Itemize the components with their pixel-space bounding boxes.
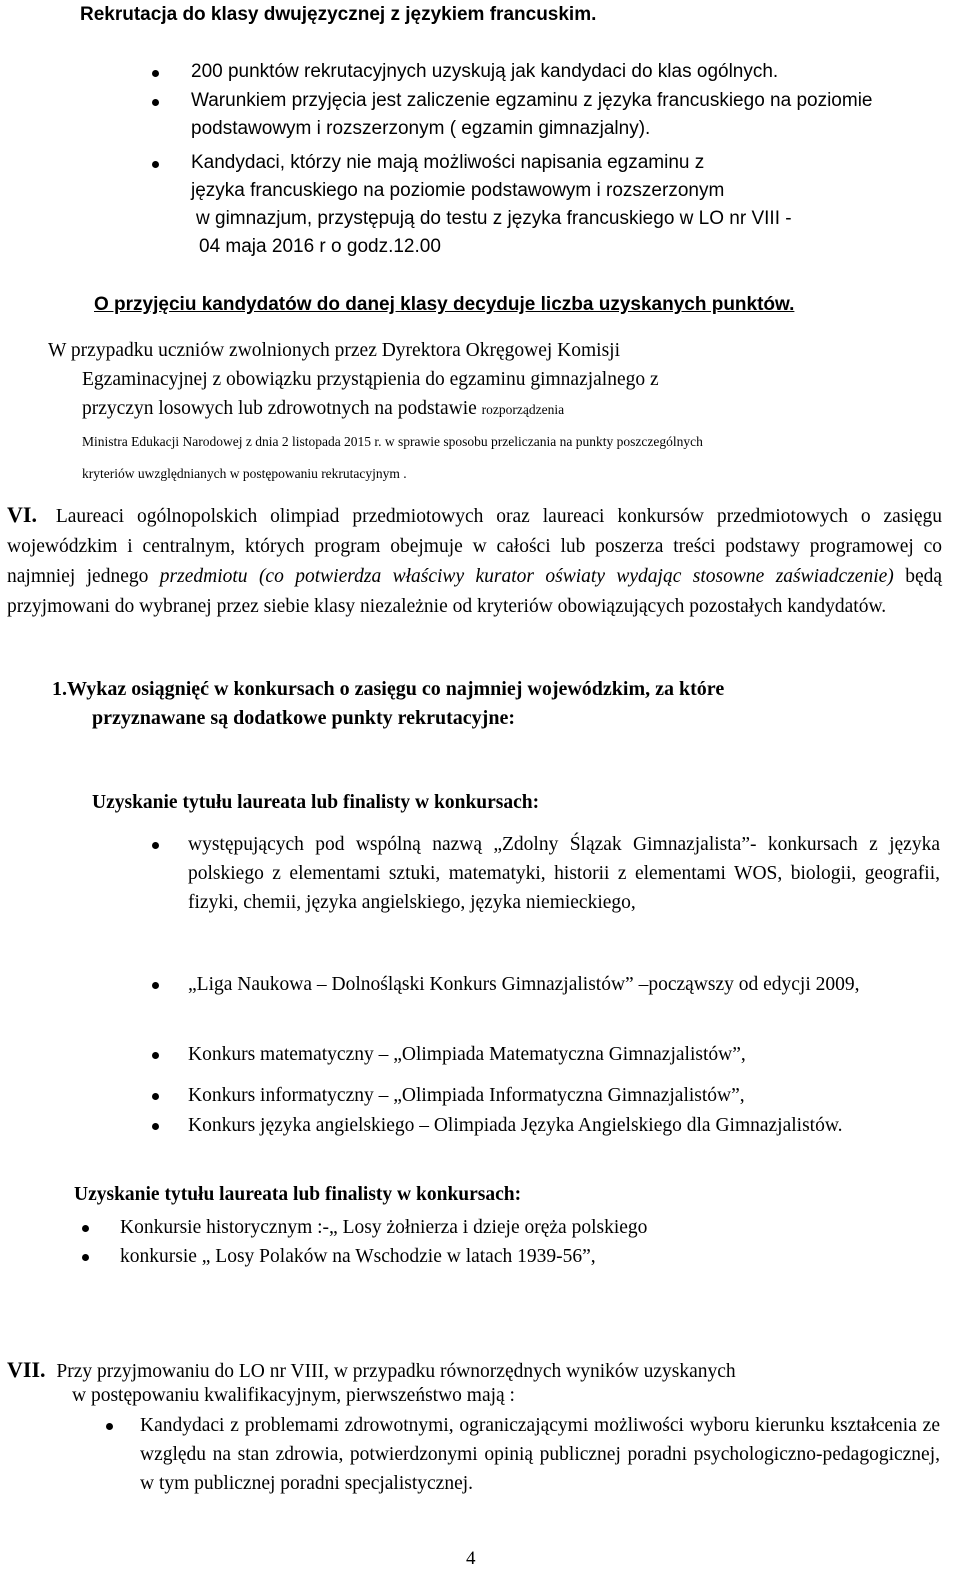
exempt-line-5: kryteriów uwzględnianych w postępowaniu rekrutacyjnym . <box>82 466 407 481</box>
contest-2-1: Konkursie historycznym :-„ Losy żołnierza i dzieje oręża polskiego <box>120 1217 648 1238</box>
bullet-icon <box>152 161 159 168</box>
contest-2-2: konkursie „ Losy Polaków na Wschodzie w latach 1939-56”, <box>120 1246 596 1267</box>
contest-1-5: Konkurs języka angielskiego – Olimpiada Języka Angielskiego dla Gimnazjalistów. <box>188 1115 843 1136</box>
exempt-line-3 <box>82 398 564 420</box>
achievements-line2: przyznawane są dodatkowe punkty rekrutacyjne: <box>92 707 515 729</box>
exempt-line-3-small: rozporządzenia <box>481 402 565 417</box>
bullet-icon <box>152 1123 159 1130</box>
french-item-3-line1: Kandydaci, którzy nie mają możliwości napisania egzaminu z <box>191 152 705 173</box>
contest-1-3: Konkurs matematyczny – „Olimpiada Matematyczna Gimnazjalistów”, <box>188 1044 746 1065</box>
achievements-line1: Wykaz osiągnięć w konkursach o zasięgu co najmniej wojewódzkim, za które <box>67 678 725 700</box>
exempt-line-4: Ministra Edukacji Narodowej z dnia 2 listopada 2015 r. w sprawie sposobu przeliczania na punkty poszczególnych <box>82 434 703 449</box>
section-vi-text-2: będą przyjmowani do wybranej przez siebie klasy niezależnie od kryteriów obowiązujących pozostałych kandydatów. <box>7 566 942 617</box>
section-vii-item: Kandydaci z problemami zdrowotnymi, ograniczającymi możliwości wyboru kierunku kształcenia ze względu na stan zdrowia, potwierdzonymi opinią publicznej poradni psychologiczno-pedagogicznej, w tym publicznej poradni specjalistycznej. <box>140 1415 940 1494</box>
section-vi <box>7 500 942 622</box>
section-vii-line1 <box>7 1357 736 1383</box>
french-item-1: 200 punktów rekrutacyjnych uzyskują jak kandydaci do klas ogólnych. <box>191 61 779 82</box>
contest-1-4: Konkurs informatyczny – „Olimpiada Informatyczna Gimnazjalistów”, <box>188 1085 745 1106</box>
page-number: 4 <box>466 1548 476 1569</box>
bullet-icon <box>82 1254 89 1261</box>
section-vii-text-1: Przy przyjmowaniu do LO nr VIII, w przypadku równorzędnych wyników uzyskanych <box>56 1361 736 1382</box>
contest-1-1: występujących pod wspólną nazwą „Zdolny Ślązak Gimnazjalista”- konkursach z języka polskiego z elementami sztuki, matematyki, historii z elementami WOS, biologii, geografii, fizyki, chemii, języka angielskiego, języka niemieckiego, <box>188 834 940 913</box>
exempt-line-3-main: przyczyn losowych lub zdrowotnych na podstawie <box>82 398 477 419</box>
bullet-icon <box>152 1052 159 1059</box>
section-vii-line2: w postępowaniu kwalifikacyjnym, pierwszeństwo mają : <box>72 1385 515 1406</box>
french-item-3-line3: w gimnazjum, przystępują do testu z języka francuskiego w LO nr VIII - <box>196 208 792 229</box>
contest-1-2: „Liga Naukowa – Dolnośląski Konkurs Gimnazjalistów” –począwszy od edycji 2009, <box>188 974 860 995</box>
bullet-icon <box>152 70 159 77</box>
bullet-icon <box>152 982 159 989</box>
french-class-heading: Rekrutacja do klasy dwujęzycznej z językiem francuskim. <box>80 4 597 25</box>
bullet-icon <box>152 842 159 849</box>
subheading-2: Uzyskanie tytułu laureata lub finalisty w konkursach: <box>74 1184 522 1205</box>
bullet-icon <box>152 99 159 106</box>
bullet-icon <box>106 1423 113 1430</box>
achievements-number: 1. <box>52 678 67 700</box>
bullet-icon <box>152 1093 159 1100</box>
section-vi-numeral: VI. <box>7 502 37 527</box>
bullet-icon <box>82 1225 89 1232</box>
achievements-heading <box>52 678 724 701</box>
section-vi-text-1: Laureaci ogólnopolskich olimpiad przedmiotowych oraz laureaci konkursów przedmiotowych o zasięgu wojewódzkim i centralnym, których program obejmuje w całości lub poszerza treści podstawy programowej co najmniej jednego <box>7 506 942 587</box>
french-item-2: Warunkiem przyjęcia jest zaliczenie egzaminu z języka francuskiego na poziomie podstawowym i rozszerzonym ( egzamin gimnazjalny). <box>191 90 873 139</box>
exempt-line-1: W przypadku uczniów zwolnionych przez Dyrektora Okręgowej Komisji <box>48 340 621 361</box>
french-item-3-line4: 04 maja 2016 r o godz.12.00 <box>199 236 441 257</box>
french-item-3-line2: języka francuskiego na poziomie podstawowym i rozszerzonym <box>191 180 725 201</box>
subheading-1: Uzyskanie tytułu laureata lub finalisty w konkursach: <box>92 792 540 813</box>
section-vii-numeral: VII. <box>7 1357 46 1382</box>
exempt-line-2: Egzaminacyjnej z obowiązku przystąpienia do egzaminu gimnazjalnego z <box>82 369 659 390</box>
section-vi-italic: przedmiotu (co potwierdza właściwy kurator oświaty wydając stosowne zaświadczenie) <box>159 566 894 587</box>
decision-line: O przyjęciu kandydatów do danej klasy decyduje liczba uzyskanych punktów. <box>94 294 795 315</box>
